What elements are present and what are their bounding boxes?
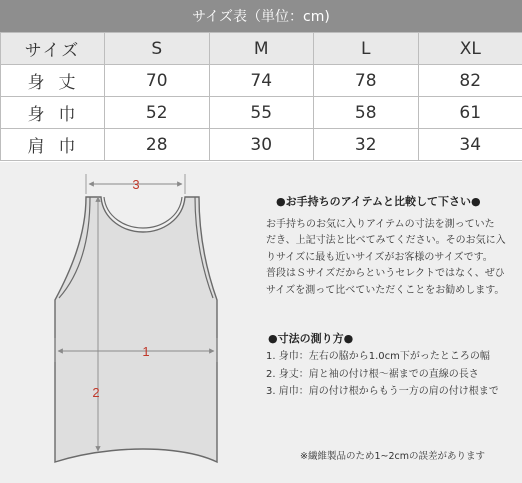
size-table-title: サイズ表（単位：cm) (0, 0, 522, 32)
tips-line: りサイズに最も近いサイズがお客様のサイズです。 (266, 251, 493, 263)
tips-line: サイズを測って比べていただくことをお勧めします。 (266, 284, 505, 296)
size-header-m: M (209, 33, 314, 65)
tips-heading: ●お手持ちのアイテムと比較して下さい● (276, 195, 481, 208)
table-cell: 55 (209, 97, 314, 129)
table-row-shoulder-width (1, 129, 522, 161)
table-cell: 32 (314, 129, 419, 161)
table-cell: 70 (105, 65, 210, 97)
tips-line: お手持ちのお気に入りアイテムの寸法を測っていた (266, 219, 495, 230)
row-label-body-length: 身丈 (1, 65, 105, 97)
size-table-header-row (1, 33, 522, 65)
table-row-body-length (1, 65, 522, 97)
table-row-body-width (1, 97, 522, 129)
table-cell: 78 (314, 65, 419, 97)
table-cell: 30 (209, 129, 314, 161)
size-header-s: S (105, 33, 210, 65)
width-label: 1 (142, 344, 150, 359)
table-cell: 74 (209, 65, 314, 97)
size-header-l: L (314, 33, 419, 65)
row-label-body-width: 身巾 (1, 97, 105, 129)
table-cell: 61 (418, 97, 522, 129)
tank-top-shape (55, 197, 217, 462)
size-header-xl: XL (418, 33, 522, 65)
header-label-cell: サイズ (1, 33, 105, 65)
table-cell: 28 (105, 129, 210, 161)
table-cell: 82 (418, 65, 522, 97)
tolerance-note: ※繊維製品のため1~2cmの誤差があります (300, 451, 485, 462)
size-table (0, 32, 522, 161)
tips-line: 普段はＳサイズだからというセレクトではなく、ぜひ (266, 268, 505, 280)
measure-item: 1. 身巾：左右の脇から1.0cm下がったところの幅 (266, 351, 490, 362)
table-cell: 34 (418, 129, 522, 161)
measure-item: 3. 肩巾：肩の付け根からもう一方の肩の付け根まで (266, 386, 499, 398)
table-cell: 52 (105, 97, 210, 129)
measurement-panel (0, 162, 522, 483)
tips-line: だき、上記寸法と比べてみてください。そのお気に入 (266, 235, 506, 247)
shoulder-label: 3 (132, 177, 140, 192)
length-label: 2 (92, 385, 100, 400)
tips-body (266, 217, 516, 299)
measure-list (266, 348, 520, 401)
measure-heading: ●寸法の測り方● (268, 332, 354, 345)
table-cell: 58 (314, 97, 419, 129)
tank-top-diagram (0, 162, 522, 483)
row-label-shoulder-width: 肩巾 (1, 129, 105, 161)
measure-item: 2. 身丈：肩と袖の付け根〜裾までの直線の長さ (266, 368, 479, 380)
